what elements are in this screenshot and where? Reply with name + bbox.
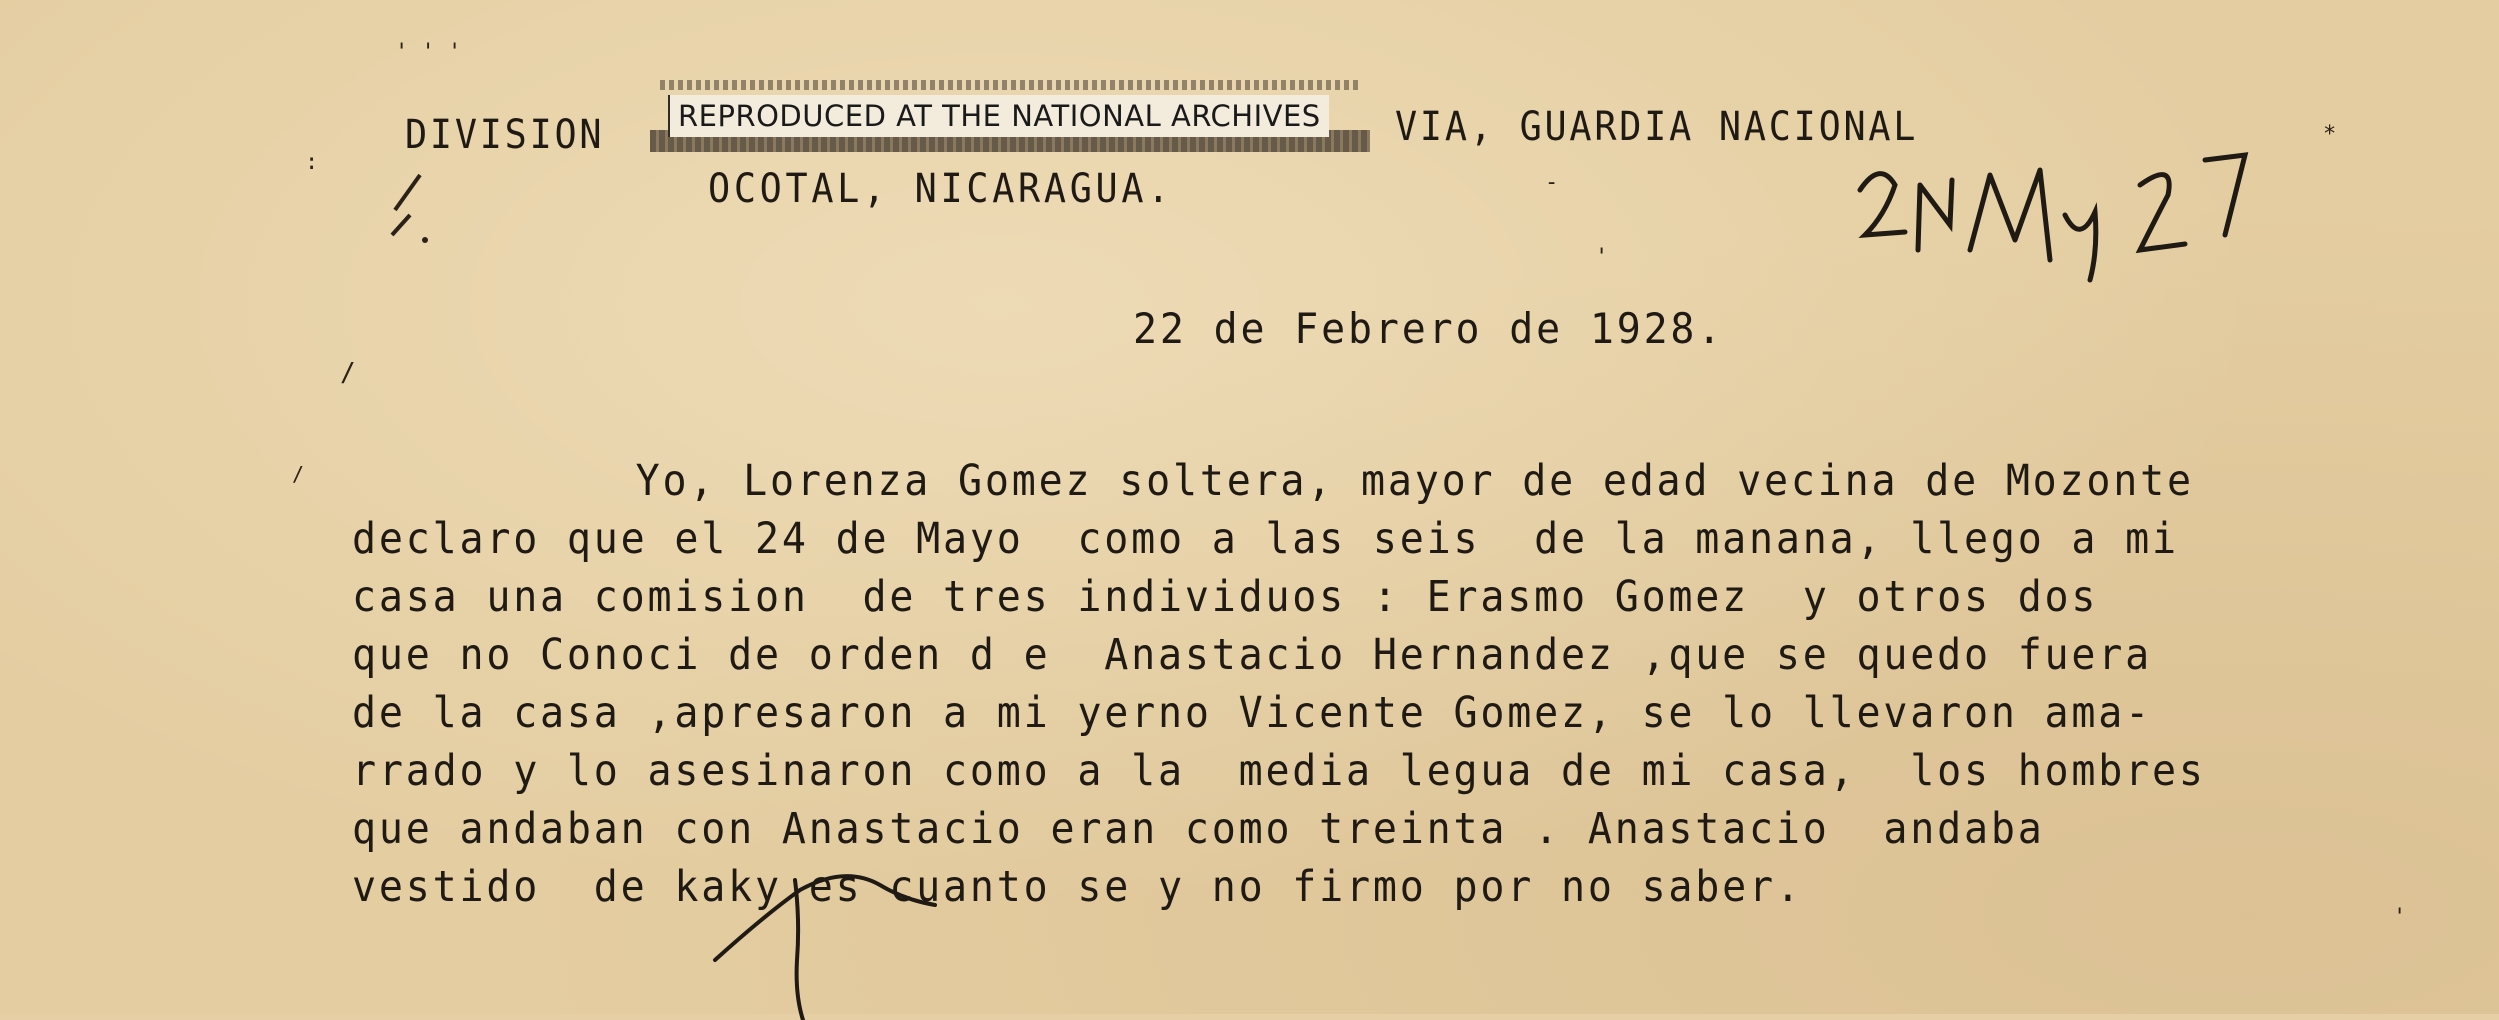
handwritten-date-note: [1840, 140, 2280, 290]
body-line: declaro que el 24 de Mayo como a las seis de la manana, llego a mi: [352, 514, 2179, 564]
ink-speck: ': [1595, 245, 1609, 270]
ink-speck: ' ' ': [395, 40, 462, 65]
body-line: de la casa ,apresaron a mi yerno Vicente Gomez, se lo llevaron ama-: [352, 688, 2153, 738]
ink-speck: -: [1545, 170, 1559, 195]
body-line: rrado y lo asesinaron como a la media legua de mi casa, los hombres: [352, 746, 2206, 796]
margin-slash-mark: [380, 155, 470, 255]
letterhead-guardia-nacional: VIA, GUARDIA NACIONAL: [1395, 104, 1919, 150]
ink-speck: /: [292, 462, 305, 486]
ink-speck: *: [2323, 122, 2337, 147]
letterhead-location: OCOTAL, NICARAGUA.: [708, 166, 1174, 212]
body-line: vestido de kaky es cuanto se y no firmo por no saber.: [352, 862, 1803, 912]
national-archives-stamp: REPRODUCED AT THE NATIONAL ARCHIVES: [668, 95, 1329, 137]
declaration-body: [352, 452, 2499, 916]
ink-speck: ': [2393, 905, 2407, 930]
ink-speck: /: [340, 358, 356, 388]
signature-cross-mark: [705, 860, 965, 1020]
ink-speck: :: [305, 150, 319, 175]
letterhead-division: DIVISION: [405, 112, 605, 158]
body-line: que no Conoci de orden d e Anastacio Hernandez ,que se quedo fuera: [352, 630, 2153, 680]
body-line: Yo, Lorenza Gomez soltera, mayor de edad vecina de Mozonte: [635, 456, 2194, 506]
body-line: casa una comision de tres individuos : Erasmo Gomez y otros dos: [352, 572, 2099, 622]
body-line: que andaban con Anastacio eran como treinta . Anastacio andaba: [352, 804, 2045, 854]
redaction-strip-top: [660, 80, 1360, 90]
document-date: 22 de Febrero de 1928.: [1133, 304, 1725, 353]
